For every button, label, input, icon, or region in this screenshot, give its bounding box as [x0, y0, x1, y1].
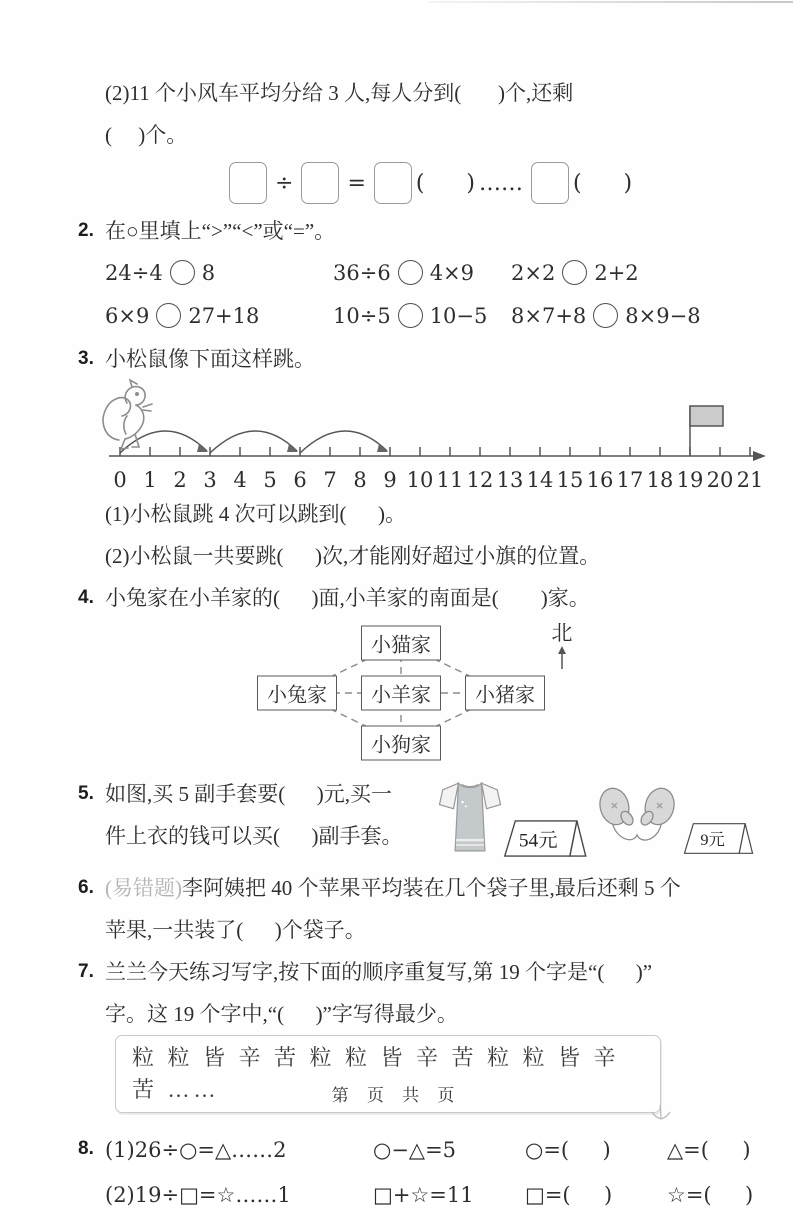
number-line-tick-label: 20: [706, 468, 734, 492]
comparison-right-expression: 10−5: [429, 304, 488, 328]
remainder-dots: ……: [479, 170, 523, 196]
character-sequence-banner: 粒 粒 皆 辛 苦 粒 粒 皆 辛 苦 粒 粒 皆 辛 苦 ……: [115, 1035, 661, 1113]
comparison-right-expression: 27+18: [188, 304, 260, 328]
banner-corner-decoration-icon: [650, 1103, 672, 1123]
q6-number: 6.: [78, 877, 94, 898]
remainder-answer-box[interactable]: [531, 162, 569, 204]
q7-line1: 兰兰今天练习写字,按下面的顺序重复写,第 19 个字是“( )”: [105, 960, 653, 984]
q7-line2: 字。这 19 个字中,“( )”字写得最少。: [105, 1002, 458, 1026]
number-line-tick-label: 19: [676, 468, 704, 492]
comparison-grid: [105, 252, 742, 338]
gloves-price-tag: [683, 816, 757, 861]
number-line-tick-label: 4: [233, 468, 247, 492]
quotient-answer-box[interactable]: [374, 162, 412, 204]
remainder-unit-blank[interactable]: ( ): [573, 170, 633, 196]
number-line-tick-label: 16: [586, 468, 614, 492]
number-line-tick-label: 10: [406, 468, 434, 492]
question-3: [78, 338, 764, 577]
number-line-tick-label: 9: [383, 468, 397, 492]
q8-row2-label: (2): [105, 1183, 135, 1207]
number-line-tick-label: 1: [143, 468, 157, 492]
north-indicator: [547, 621, 577, 676]
q8-number: 8.: [78, 1138, 94, 1159]
q4-number: 4.: [78, 587, 94, 608]
house-box-cat: 小猫家: [361, 626, 441, 661]
q8-row1-answer1[interactable]: ○=( ): [525, 1138, 611, 1162]
q8-row1-label: (1): [105, 1138, 135, 1162]
price-illustration: [437, 773, 757, 867]
number-line-tick-label: 7: [323, 468, 337, 492]
q6-line2: 苹果,一共装了( )个袋子。: [105, 918, 366, 942]
comparison-answer-circle[interactable]: [156, 303, 181, 328]
question-5: [78, 773, 742, 867]
q8-row2-eq1: 19÷□=☆……1: [134, 1183, 291, 1207]
q5-number: 5.: [78, 783, 94, 804]
comparison-left-expression: 24÷4: [105, 261, 163, 285]
q6-line1-text: 李阿姨把 40 个苹果平均装在几个袋子里,最后还剩 5 个: [182, 876, 681, 900]
number-line-tick-label: 3: [203, 468, 217, 492]
q8-row2-eq2: □+☆=11: [373, 1183, 474, 1207]
question-4: [78, 577, 742, 773]
q1-part2-line2: ( )个。: [105, 123, 188, 147]
comparison-left-expression: 6×9: [105, 304, 150, 328]
number-line-tick-label: 2: [173, 468, 187, 492]
comparison-item: [511, 295, 742, 338]
scan-edge-artifact: [428, 1, 793, 3]
q8-row2-answer2[interactable]: ☆=( ): [667, 1183, 754, 1207]
q8-row-2: [105, 1173, 754, 1218]
q8-row2-answer1[interactable]: □=( ): [525, 1183, 613, 1207]
number-line-tick-label: 0: [113, 468, 127, 492]
gloves-price-label: 9元: [700, 830, 725, 850]
question-1-part2: [105, 72, 742, 208]
comparison-left-expression: 8×7+8: [511, 304, 587, 328]
q5-line2: 件上衣的钱可以买( )副手套。: [105, 824, 403, 848]
comparison-left-expression: 10÷5: [333, 304, 391, 328]
q7-number: 7.: [78, 961, 94, 982]
comparison-answer-circle[interactable]: [562, 260, 587, 285]
comparison-left-expression: 2×2: [511, 261, 556, 285]
number-line-tick-label: 6: [293, 468, 307, 492]
house-box-pig: 小猪家: [465, 676, 545, 711]
divisor-answer-box[interactable]: [301, 162, 339, 204]
error-prone-tag: (易错题): [105, 876, 182, 900]
quotient-unit-blank[interactable]: ( ): [415, 170, 475, 196]
q4-prompt: 小兔家在小羊家的( )面,小羊家的南面是( )家。: [105, 586, 590, 610]
north-label: 北: [551, 621, 573, 645]
number-line-labels: [105, 467, 765, 493]
number-line-tick-label: 11: [436, 468, 464, 492]
comparison-left-expression: 36÷6: [333, 261, 391, 285]
number-line-arrowhead: [753, 451, 766, 461]
comparison-item: [511, 252, 742, 295]
comparison-item: [105, 295, 333, 338]
number-line-tick-label: 14: [526, 468, 554, 492]
number-line-tick-label: 13: [496, 468, 524, 492]
north-arrow-icon: [553, 645, 571, 671]
division-equation: [225, 158, 742, 208]
comparison-right-expression: 4×9: [429, 261, 475, 285]
number-line-tick-label: 8: [353, 468, 367, 492]
q2-prompt: 在○里填上“>”“<”或“=”。: [105, 219, 336, 243]
number-line-tick-label: 21: [736, 468, 764, 492]
shirt-price-label: 54元: [518, 830, 558, 852]
comparison-right-expression: 8: [201, 261, 216, 285]
q3-prompt: 小松鼠像下面这样跳。: [105, 347, 315, 371]
q1-part2-line1: (2)11 个小风车平均分给 3 人,每人分到( )个,还剩: [105, 81, 574, 105]
number-line-tick-label: 18: [646, 468, 674, 492]
page-footer: 第 页 共 页: [331, 1086, 462, 1105]
divide-sign: ÷: [275, 170, 294, 196]
comparison-answer-circle[interactable]: [170, 260, 195, 285]
comparison-item: [333, 252, 511, 295]
shirt-price-tag: [503, 816, 591, 861]
q3-sub2: (2)小松鼠一共要跳( )次,才能刚好超过小旗的位置。: [105, 544, 601, 568]
q5-line1: 如图,买 5 副手套要( )元,买一: [105, 782, 392, 806]
number-line-tick-label: 15: [556, 468, 584, 492]
q8-row1-answer2[interactable]: △=( ): [667, 1138, 751, 1162]
house-box-sheep: 小羊家: [361, 676, 441, 711]
houses-map-diagram: [221, 621, 611, 767]
q3-number: 3.: [78, 348, 94, 369]
number-line-svg: [105, 382, 767, 462]
q3-sub1: (1)小松鼠跳 4 次可以跳到( )。: [105, 502, 406, 526]
question-6: [78, 867, 742, 951]
q8-row1-eq2: ○−△=5: [373, 1138, 457, 1162]
number-line-tick-label: 5: [263, 468, 277, 492]
q8-row2-equation: [105, 1173, 373, 1218]
question-7: [78, 951, 742, 1142]
number-line-tick-label: 12: [466, 468, 494, 492]
comparison-right-expression: 2+2: [594, 261, 639, 285]
q8-row1-eq1: 26÷○=△……2: [134, 1138, 287, 1162]
q2-number: 2.: [78, 220, 94, 241]
house-box-rabbit: 小兔家: [257, 676, 337, 711]
comparison-answer-circle[interactable]: [593, 303, 618, 328]
q8-row-1: [105, 1128, 751, 1173]
worksheet-content: [78, 72, 764, 1218]
dividend-answer-box[interactable]: [229, 162, 267, 204]
comparison-item: [333, 295, 511, 338]
q8-row1-equation: [105, 1128, 373, 1173]
mittens-illustration: [591, 781, 683, 857]
q6-line1: [105, 867, 742, 909]
number-line-tick-label: 17: [616, 468, 644, 492]
question-2: [78, 210, 742, 338]
comparison-answer-circle[interactable]: [398, 303, 423, 328]
equals-sign: =: [347, 170, 366, 196]
comparison-answer-circle[interactable]: [398, 260, 423, 285]
number-line-figure: [105, 382, 767, 493]
comparison-item: [105, 252, 333, 295]
squirrel-illustration: [99, 378, 161, 461]
comparison-right-expression: 8×9−8: [625, 304, 701, 328]
shirt-illustration: [437, 773, 503, 861]
question-8: [78, 1128, 754, 1218]
house-box-dog: 小狗家: [361, 726, 441, 761]
